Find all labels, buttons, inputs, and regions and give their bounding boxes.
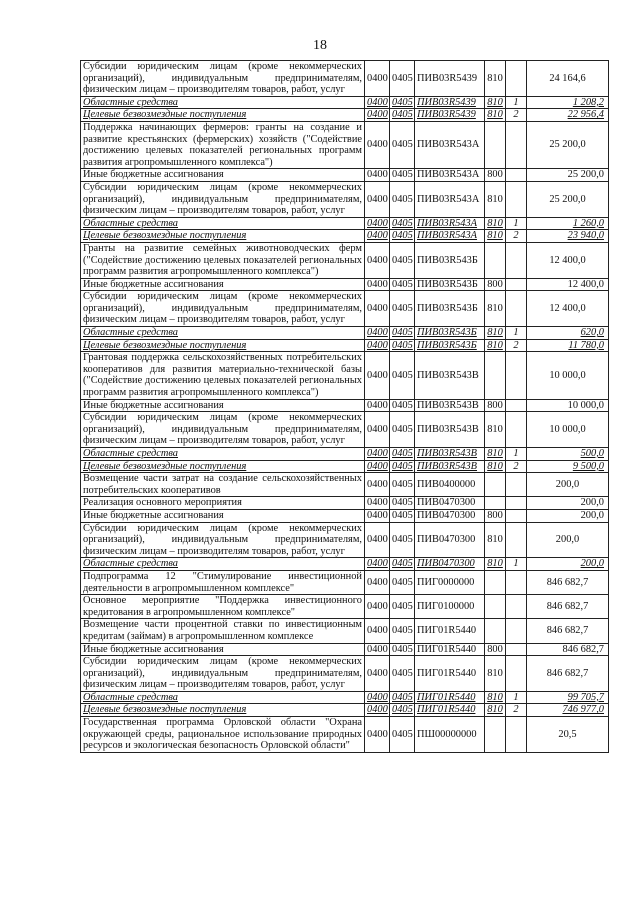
expense-type-cell: 810 [485, 339, 506, 352]
target-article-cell: ПИВ03R543А [415, 217, 485, 230]
expense-type-cell [485, 570, 506, 594]
section-code-cell: 0400 [365, 291, 390, 327]
funding-source-cell [506, 509, 527, 522]
row-name-cell: Субсидии юридическим лицам (кроме некоммерческих организаций), индивидуальным предпринимателям, физическим лицам – производителям товаров, работ, услуг [81, 181, 365, 217]
expense-type-cell: 800 [485, 643, 506, 656]
section-code-cell: 0400 [365, 96, 390, 109]
section-code-cell: 0400 [365, 656, 390, 692]
expense-type-cell: 810 [485, 230, 506, 243]
target-article-cell: ПИВ03R543В [415, 448, 485, 461]
subsection-code-cell: 0405 [390, 412, 415, 448]
table-row [81, 619, 609, 643]
expense-type-cell [485, 242, 506, 278]
funding-source-cell [506, 717, 527, 753]
table-row [81, 61, 609, 97]
section-code-cell: 0400 [365, 558, 390, 571]
section-code-cell: 0400 [365, 473, 390, 497]
table-row [81, 327, 609, 340]
subsection-code-cell: 0405 [390, 242, 415, 278]
table-row [81, 691, 609, 704]
amount-cell: 1 260,0 [527, 217, 609, 230]
target-article-cell: ПИВ0470300 [415, 497, 485, 510]
amount-cell: 1 208,2 [527, 96, 609, 109]
section-code-cell: 0400 [365, 230, 390, 243]
expense-type-cell: 810 [485, 656, 506, 692]
row-name-cell: Субсидии юридическим лицам (кроме некоммерческих организаций), индивидуальным предпринимателям, физическим лицам – производителям товаров, работ, услуг [81, 656, 365, 692]
section-code-cell: 0400 [365, 460, 390, 473]
subsection-code-cell: 0405 [390, 595, 415, 619]
row-name-cell: Основное мероприятие "Поддержка инвестиционного кредитования в агропромышленном комплексе" [81, 595, 365, 619]
row-name-cell: Целевые безвозмездные поступления [81, 339, 365, 352]
row-name-cell: Областные средства [81, 448, 365, 461]
table-row [81, 412, 609, 448]
table-row [81, 643, 609, 656]
row-name-cell: Субсидии юридическим лицам (кроме некоммерческих организаций), индивидуальным предпринимателям, физическим лицам – производителям товаров, работ, услуг [81, 291, 365, 327]
row-name-cell: Реализация основного мероприятия [81, 497, 365, 510]
target-article-cell: ПИВ03R543А [415, 121, 485, 168]
amount-cell: 10 000,0 [527, 352, 609, 399]
expense-type-cell: 810 [485, 96, 506, 109]
funding-source-cell [506, 181, 527, 217]
section-code-cell: 0400 [365, 242, 390, 278]
subsection-code-cell: 0405 [390, 656, 415, 692]
subsection-code-cell: 0405 [390, 619, 415, 643]
amount-cell: 24 164,6 [527, 61, 609, 97]
table-row [81, 181, 609, 217]
target-article-cell: ПИВ03R543Б [415, 278, 485, 291]
row-name-cell: Областные средства [81, 217, 365, 230]
funding-source-cell: 1 [506, 691, 527, 704]
budget-table [80, 60, 609, 753]
amount-cell: 200,0 [527, 509, 609, 522]
amount-cell: 12 400,0 [527, 291, 609, 327]
section-code-cell: 0400 [365, 691, 390, 704]
subsection-code-cell: 0405 [390, 230, 415, 243]
expense-type-cell [485, 352, 506, 399]
subsection-code-cell: 0405 [390, 473, 415, 497]
section-code-cell: 0400 [365, 643, 390, 656]
table-row [81, 558, 609, 571]
expense-type-cell: 810 [485, 181, 506, 217]
funding-source-cell: 1 [506, 448, 527, 461]
expense-type-cell: 810 [485, 109, 506, 122]
section-code-cell: 0400 [365, 570, 390, 594]
expense-type-cell: 810 [485, 217, 506, 230]
amount-cell: 9 500,0 [527, 460, 609, 473]
expense-type-cell: 810 [485, 704, 506, 717]
amount-cell: 99 705,7 [527, 691, 609, 704]
row-name-cell: Подпрограмма 12 "Стимулирование инвестиционной деятельности в агропромышленном комплексе" [81, 570, 365, 594]
expense-type-cell: 810 [485, 691, 506, 704]
subsection-code-cell: 0405 [390, 643, 415, 656]
funding-source-cell: 2 [506, 460, 527, 473]
table-row [81, 230, 609, 243]
section-code-cell: 0400 [365, 121, 390, 168]
section-code-cell: 0400 [365, 339, 390, 352]
expense-type-cell [485, 473, 506, 497]
subsection-code-cell: 0405 [390, 497, 415, 510]
subsection-code-cell: 0405 [390, 181, 415, 217]
row-name-cell: Возмещение части процентной ставки по инвестиционным кредитам (займам) в агропромышленном комплексе [81, 619, 365, 643]
expense-type-cell: 800 [485, 509, 506, 522]
amount-cell: 200,0 [527, 473, 609, 497]
target-article-cell: ПИВ0400000 [415, 473, 485, 497]
row-name-cell: Областные средства [81, 96, 365, 109]
section-code-cell: 0400 [365, 717, 390, 753]
funding-source-cell [506, 412, 527, 448]
table-row [81, 509, 609, 522]
target-article-cell: ПИВ0470300 [415, 522, 485, 558]
amount-cell: 746 977,0 [527, 704, 609, 717]
amount-cell: 22 956,4 [527, 109, 609, 122]
amount-cell: 200,0 [527, 522, 609, 558]
row-name-cell: Целевые безвозмездные поступления [81, 230, 365, 243]
funding-source-cell [506, 278, 527, 291]
table-row [81, 121, 609, 168]
section-code-cell: 0400 [365, 61, 390, 97]
target-article-cell: ПШ00000000 [415, 717, 485, 753]
row-name-cell: Областные средства [81, 327, 365, 340]
funding-source-cell: 1 [506, 96, 527, 109]
expense-type-cell: 810 [485, 448, 506, 461]
row-name-cell: Целевые безвозмездные поступления [81, 704, 365, 717]
table-row [81, 595, 609, 619]
funding-source-cell [506, 169, 527, 182]
amount-cell: 12 400,0 [527, 242, 609, 278]
table-row [81, 242, 609, 278]
target-article-cell: ПИВ03R543Б [415, 339, 485, 352]
target-article-cell: ПИГ0100000 [415, 595, 485, 619]
subsection-code-cell: 0405 [390, 291, 415, 327]
expense-type-cell: 810 [485, 291, 506, 327]
funding-source-cell [506, 473, 527, 497]
amount-cell: 25 200,0 [527, 121, 609, 168]
table-row [81, 570, 609, 594]
funding-source-cell: 2 [506, 230, 527, 243]
row-name-cell: Иные бюджетные ассигнования [81, 399, 365, 412]
expense-type-cell [485, 497, 506, 510]
subsection-code-cell: 0405 [390, 399, 415, 412]
amount-cell: 620,0 [527, 327, 609, 340]
subsection-code-cell: 0405 [390, 352, 415, 399]
table-row [81, 717, 609, 753]
expense-type-cell [485, 619, 506, 643]
target-article-cell: ПИВ03R543В [415, 352, 485, 399]
funding-source-cell [506, 291, 527, 327]
amount-cell: 200,0 [527, 497, 609, 510]
target-article-cell: ПИВ03R543В [415, 460, 485, 473]
table-row [81, 352, 609, 399]
funding-source-cell [506, 522, 527, 558]
table-row [81, 217, 609, 230]
target-article-cell: ПИВ03R543А [415, 230, 485, 243]
target-article-cell: ПИВ03R5439 [415, 109, 485, 122]
section-code-cell: 0400 [365, 522, 390, 558]
expense-type-cell: 810 [485, 558, 506, 571]
target-article-cell: ПИВ03R543В [415, 399, 485, 412]
subsection-code-cell: 0405 [390, 96, 415, 109]
row-name-cell: Поддержка начинающих фермеров: гранты на создание и развитие крестьянских (фермерских) хозяйств ("Содействие достижению целевых показателей региональных программ развития агропромышленного комплекса") [81, 121, 365, 168]
section-code-cell: 0400 [365, 509, 390, 522]
funding-source-cell [506, 399, 527, 412]
table-row [81, 473, 609, 497]
funding-source-cell: 2 [506, 704, 527, 717]
section-code-cell: 0400 [365, 109, 390, 122]
row-name-cell: Целевые безвозмездные поступления [81, 109, 365, 122]
amount-cell: 846 682,7 [527, 619, 609, 643]
expense-type-cell [485, 595, 506, 619]
subsection-code-cell: 0405 [390, 121, 415, 168]
subsection-code-cell: 0405 [390, 558, 415, 571]
subsection-code-cell: 0405 [390, 327, 415, 340]
section-code-cell: 0400 [365, 169, 390, 182]
amount-cell: 846 682,7 [527, 570, 609, 594]
expense-type-cell: 800 [485, 169, 506, 182]
section-code-cell: 0400 [365, 278, 390, 291]
target-article-cell: ПИГ01R5440 [415, 643, 485, 656]
target-article-cell: ПИГ01R5440 [415, 656, 485, 692]
section-code-cell: 0400 [365, 595, 390, 619]
funding-source-cell [506, 497, 527, 510]
subsection-code-cell: 0405 [390, 704, 415, 717]
amount-cell: 200,0 [527, 558, 609, 571]
table-row [81, 339, 609, 352]
target-article-cell: ПИГ01R5440 [415, 691, 485, 704]
subsection-code-cell: 0405 [390, 460, 415, 473]
target-article-cell: ПИВ03R543А [415, 169, 485, 182]
subsection-code-cell: 0405 [390, 217, 415, 230]
expense-type-cell: 800 [485, 278, 506, 291]
amount-cell: 10 000,0 [527, 412, 609, 448]
section-code-cell: 0400 [365, 217, 390, 230]
row-name-cell: Субсидии юридическим лицам (кроме некоммерческих организаций), индивидуальным предпринимателям, физическим лицам – производителям товаров, работ, услуг [81, 522, 365, 558]
expense-type-cell [485, 121, 506, 168]
target-article-cell: ПИВ03R543Б [415, 242, 485, 278]
amount-cell: 500,0 [527, 448, 609, 461]
row-name-cell: Областные средства [81, 558, 365, 571]
table-row [81, 109, 609, 122]
target-article-cell: ПИВ0470300 [415, 558, 485, 571]
target-article-cell: ПИВ03R543Б [415, 291, 485, 327]
subsection-code-cell: 0405 [390, 570, 415, 594]
row-name-cell: Областные средства [81, 691, 365, 704]
table-row [81, 96, 609, 109]
amount-cell: 12 400,0 [527, 278, 609, 291]
amount-cell: 846 682,7 [527, 643, 609, 656]
funding-source-cell: 1 [506, 327, 527, 340]
funding-source-cell: 1 [506, 217, 527, 230]
table-row [81, 704, 609, 717]
amount-cell: 25 200,0 [527, 169, 609, 182]
funding-source-cell [506, 643, 527, 656]
amount-cell: 23 940,0 [527, 230, 609, 243]
subsection-code-cell: 0405 [390, 509, 415, 522]
expense-type-cell: 810 [485, 522, 506, 558]
table-row [81, 497, 609, 510]
budget-table-body [81, 61, 609, 753]
funding-source-cell: 1 [506, 558, 527, 571]
subsection-code-cell: 0405 [390, 278, 415, 291]
expense-type-cell: 810 [485, 61, 506, 97]
target-article-cell: ПИГ0000000 [415, 570, 485, 594]
expense-type-cell: 810 [485, 327, 506, 340]
target-article-cell: ПИВ03R5439 [415, 61, 485, 97]
row-name-cell: Иные бюджетные ассигнования [81, 509, 365, 522]
table-row [81, 522, 609, 558]
target-article-cell: ПИВ03R543В [415, 412, 485, 448]
table-row [81, 169, 609, 182]
section-code-cell: 0400 [365, 704, 390, 717]
target-article-cell: ПИГ01R5440 [415, 619, 485, 643]
subsection-code-cell: 0405 [390, 522, 415, 558]
subsection-code-cell: 0405 [390, 717, 415, 753]
section-code-cell: 0400 [365, 399, 390, 412]
section-code-cell: 0400 [365, 412, 390, 448]
section-code-cell: 0400 [365, 327, 390, 340]
funding-source-cell [506, 570, 527, 594]
funding-source-cell [506, 121, 527, 168]
section-code-cell: 0400 [365, 619, 390, 643]
table-row [81, 656, 609, 692]
section-code-cell: 0400 [365, 448, 390, 461]
amount-cell: 10 000,0 [527, 399, 609, 412]
expense-type-cell: 810 [485, 460, 506, 473]
amount-cell: 11 780,0 [527, 339, 609, 352]
table-row [81, 460, 609, 473]
row-name-cell: Субсидии юридическим лицам (кроме некоммерческих организаций), индивидуальным предпринимателям, физическим лицам – производителям товаров, работ, услуг [81, 412, 365, 448]
target-article-cell: ПИВ03R5439 [415, 96, 485, 109]
table-row [81, 278, 609, 291]
row-name-cell: Целевые безвозмездные поступления [81, 460, 365, 473]
funding-source-cell [506, 619, 527, 643]
amount-cell: 846 682,7 [527, 656, 609, 692]
section-code-cell: 0400 [365, 181, 390, 217]
amount-cell: 25 200,0 [527, 181, 609, 217]
funding-source-cell [506, 656, 527, 692]
target-article-cell: ПИВ03R543Б [415, 327, 485, 340]
row-name-cell: Возмещение части затрат на создание сельскохозяйственных потребительских кооперативов [81, 473, 365, 497]
expense-type-cell: 800 [485, 399, 506, 412]
subsection-code-cell: 0405 [390, 339, 415, 352]
funding-source-cell: 2 [506, 109, 527, 122]
section-code-cell: 0400 [365, 352, 390, 399]
section-code-cell: 0400 [365, 497, 390, 510]
subsection-code-cell: 0405 [390, 109, 415, 122]
subsection-code-cell: 0405 [390, 61, 415, 97]
row-name-cell: Субсидии юридическим лицам (кроме некоммерческих организаций), индивидуальным предпринимателям, физическим лицам – производителям товаров, работ, услуг [81, 61, 365, 97]
target-article-cell: ПИГ01R5440 [415, 704, 485, 717]
table-row [81, 291, 609, 327]
table-row [81, 399, 609, 412]
row-name-cell: Гранты на развитие семейных животноводческих ферм ("Содействие достижению целевых показателей региональных программ развития агропромышленного комплекса") [81, 242, 365, 278]
funding-source-cell [506, 242, 527, 278]
subsection-code-cell: 0405 [390, 169, 415, 182]
target-article-cell: ПИВ0470300 [415, 509, 485, 522]
funding-source-cell [506, 352, 527, 399]
page-number: 18 [313, 38, 327, 53]
target-article-cell: ПИВ03R543А [415, 181, 485, 217]
expense-type-cell: 810 [485, 412, 506, 448]
funding-source-cell [506, 61, 527, 97]
funding-source-cell [506, 595, 527, 619]
row-name-cell: Иные бюджетные ассигнования [81, 643, 365, 656]
subsection-code-cell: 0405 [390, 691, 415, 704]
row-name-cell: Грантовая поддержка сельскохозяйственных потребительских кооперативов для развития материально-технической базы ("Содействие достижению целевых показателей региональных программ развития агропромышленного комплекса") [81, 352, 365, 399]
expense-type-cell [485, 717, 506, 753]
table-row [81, 448, 609, 461]
subsection-code-cell: 0405 [390, 448, 415, 461]
amount-cell: 846 682,7 [527, 595, 609, 619]
row-name-cell: Государственная программа Орловской области "Охрана окружающей среды, рациональное использование природных ресурсов и экологическая безопасность Орловской области" [81, 717, 365, 753]
row-name-cell: Иные бюджетные ассигнования [81, 278, 365, 291]
funding-source-cell: 2 [506, 339, 527, 352]
row-name-cell: Иные бюджетные ассигнования [81, 169, 365, 182]
amount-cell: 20,5 [527, 717, 609, 753]
